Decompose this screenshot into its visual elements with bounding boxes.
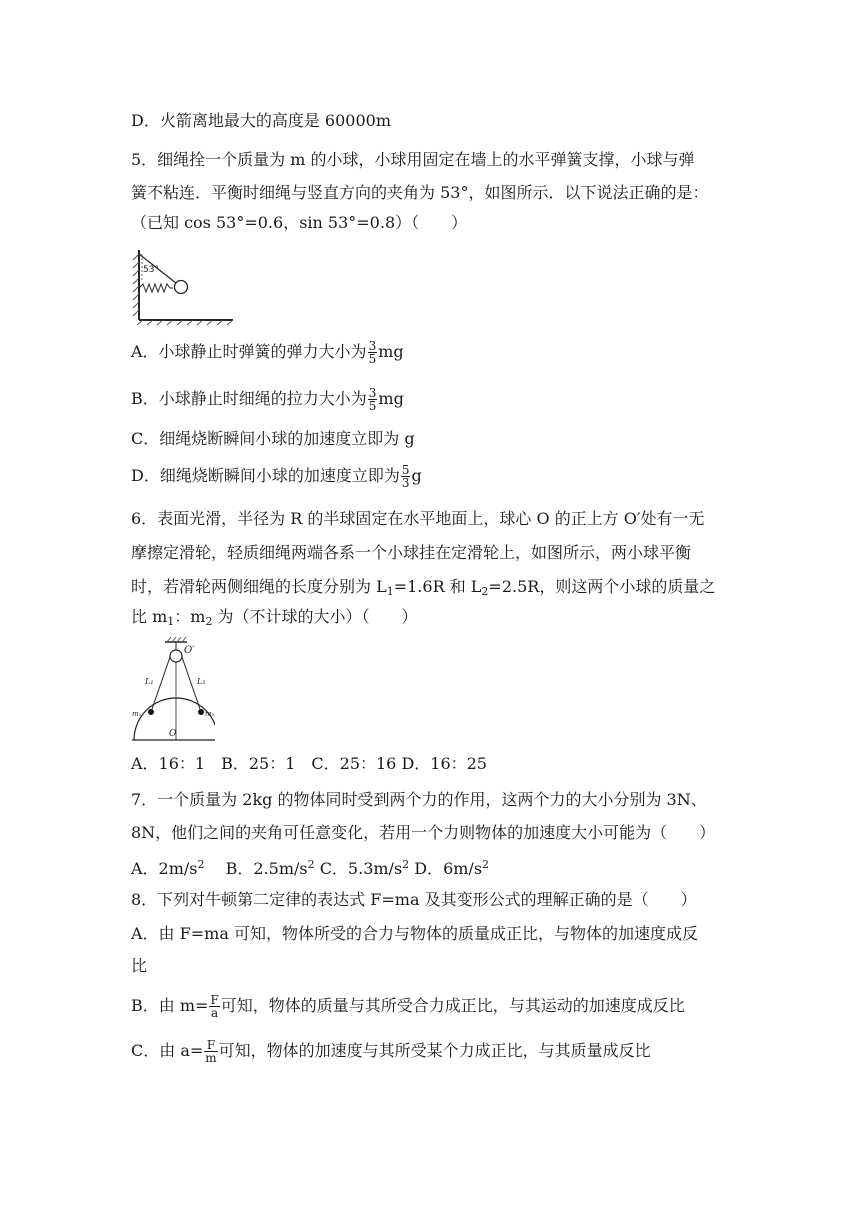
q5-spring [139,284,173,292]
q5-option-a-fraction [368,340,378,365]
q7-stem-line2: 8N，他们之间的夹角可任意变化，若用一个力则物体的加速度大小可能为（ ） [131,823,716,842]
subscript: 2 [481,585,489,598]
q8-option-b-rest: 可知，物体的质量与其所受合力成正比，与其运动的加速度成反比 [220,996,685,1015]
q8-option-a-line2: 比 [131,956,148,975]
q7-option-b: B．2.5m/s [225,859,308,878]
q5-option-a [131,340,404,365]
q8-option-b [131,994,685,1019]
q6-line3-part: =1.6R 和 L [393,577,482,596]
q8-option-c-rest: 可知，物体的加速度与其所受某个力成正比，与其质量成反比 [218,1041,651,1060]
q5-option-b-unit: mg [378,389,404,408]
q6-stem-line1: 6．表面光滑，半径为 R 的半球固定在水平地面上，球心 O 的正上方 O′处有一无 [131,509,705,528]
superscript: 2 [307,858,315,871]
q5-option-a-unit: mg [378,342,404,361]
superscript: 2 [482,858,490,871]
q6-pulley-label: O′ [184,645,195,656]
q6-ball-m1 [148,709,154,715]
q5-ball [175,281,188,294]
q5-stem-line2: 簧不粘连．平衡时细绳与竖直方向的夹角为 53°，如图所示．以下说法正确的是： [131,183,709,202]
q6-figure [129,636,215,742]
q6-ball-m2 [198,709,204,715]
q6-l1-label: L₁ [145,677,154,686]
q8-option-b-text: B．由 m= [131,996,209,1015]
fraction-numerator: 3 [368,386,377,400]
fraction-numerator: 3 [368,339,377,353]
fraction-denominator: 3 [401,476,410,490]
q6-l2-label: L₂ [197,677,206,686]
fraction-numerator: F [204,1039,217,1052]
q6-line3-part: =2.5R，则这两个小球的质量之 [488,577,716,596]
q6-options: A．16：1 B．25：1 C．25：16 D．16：25 [131,754,487,773]
q5-option-d-unit: g [411,466,422,485]
q6-line3-part: 时，若滑轮两侧细绳的长度分别为 L [131,577,387,596]
q6-line4-part: ：m [174,607,206,626]
q6-m1-label: m₁ [132,710,142,718]
fraction-denominator: 5 [368,352,377,366]
subscript: 1 [386,585,394,598]
fraction-denominator: m [205,1051,217,1065]
q6-line4-part: 比 m [131,607,168,626]
fraction-denominator: 5 [368,399,377,413]
q5-option-d-fraction [401,464,411,489]
q8-option-a-line1: A．由 F=ma 可知，物体所受的合力与物体的质量成正比，与物体的加速度成反 [131,924,698,943]
q5-option-b-fraction [368,387,378,412]
q8-stem: 8．下列对牛顿第二定律的表达式 F=ma 及其变形公式的理解正确的是（ ） [131,890,697,909]
q5-option-b [131,387,404,412]
q6-center-label: O [169,729,177,739]
q5-option-c: C．细绳烧断瞬间小球的加速度立即为 g [131,429,415,448]
superscript: 2 [197,858,205,871]
q5-figure [129,246,237,326]
q7-option-d: D．6m/s [414,859,483,878]
q7-option-c: C．5.3m/s [319,859,403,878]
q4-option-d: D．火箭离地最大的高度是 60000m [131,111,391,130]
q6-stem-line2: 摩擦定滑轮，轻质细绳两端各系一个小球挂在定滑轮上，如图所示，两小球平衡 [131,543,692,562]
q6-line4-part: 为（不计球的大小）（ ） [212,607,418,626]
q7-option-a: A．2m/s [131,859,198,878]
subscript: 2 [205,615,213,628]
fraction-denominator: a [211,1006,219,1020]
q8-option-c-fraction [204,1039,217,1064]
fraction-numerator: F [210,993,219,1007]
q5-angle-label: 53° [143,265,159,275]
subscript: 1 [167,615,175,628]
q7-stem-line1: 7．一个质量为 2kg 的物体同时受到两个力的作用，这两个力的大小分别为 3N、 [131,790,707,809]
q6-m2-label: m₂ [205,710,215,718]
q5-option-b-text: B．小球静止时细绳的拉力大小为 [131,389,367,408]
q5-option-d [131,464,422,489]
q5-stem-line3: （已知 cos 53°=0.6，sin 53°=0.8）（ ） [131,213,468,232]
q5-stem-line1: 5．细绳拴一个质量为 m 的小球，小球用固定在墙上的水平弹簧支撑，小球与弹 [131,150,695,169]
q6-stem-line3 [131,576,715,603]
q5-option-a-text: A．小球静止时弹簧的弹力大小为 [131,342,367,361]
q7-options [131,854,489,880]
q8-option-c [131,1039,651,1064]
q5-option-d-text: D．细绳烧断瞬间小球的加速度立即为 [131,466,400,485]
superscript: 2 [402,858,410,871]
q8-option-b-fraction [209,994,219,1019]
q6-pulley [170,650,182,662]
fraction-numerator: 5 [401,463,410,477]
q8-option-c-text: C．由 a= [131,1041,204,1060]
q6-stem-line4 [131,606,418,633]
